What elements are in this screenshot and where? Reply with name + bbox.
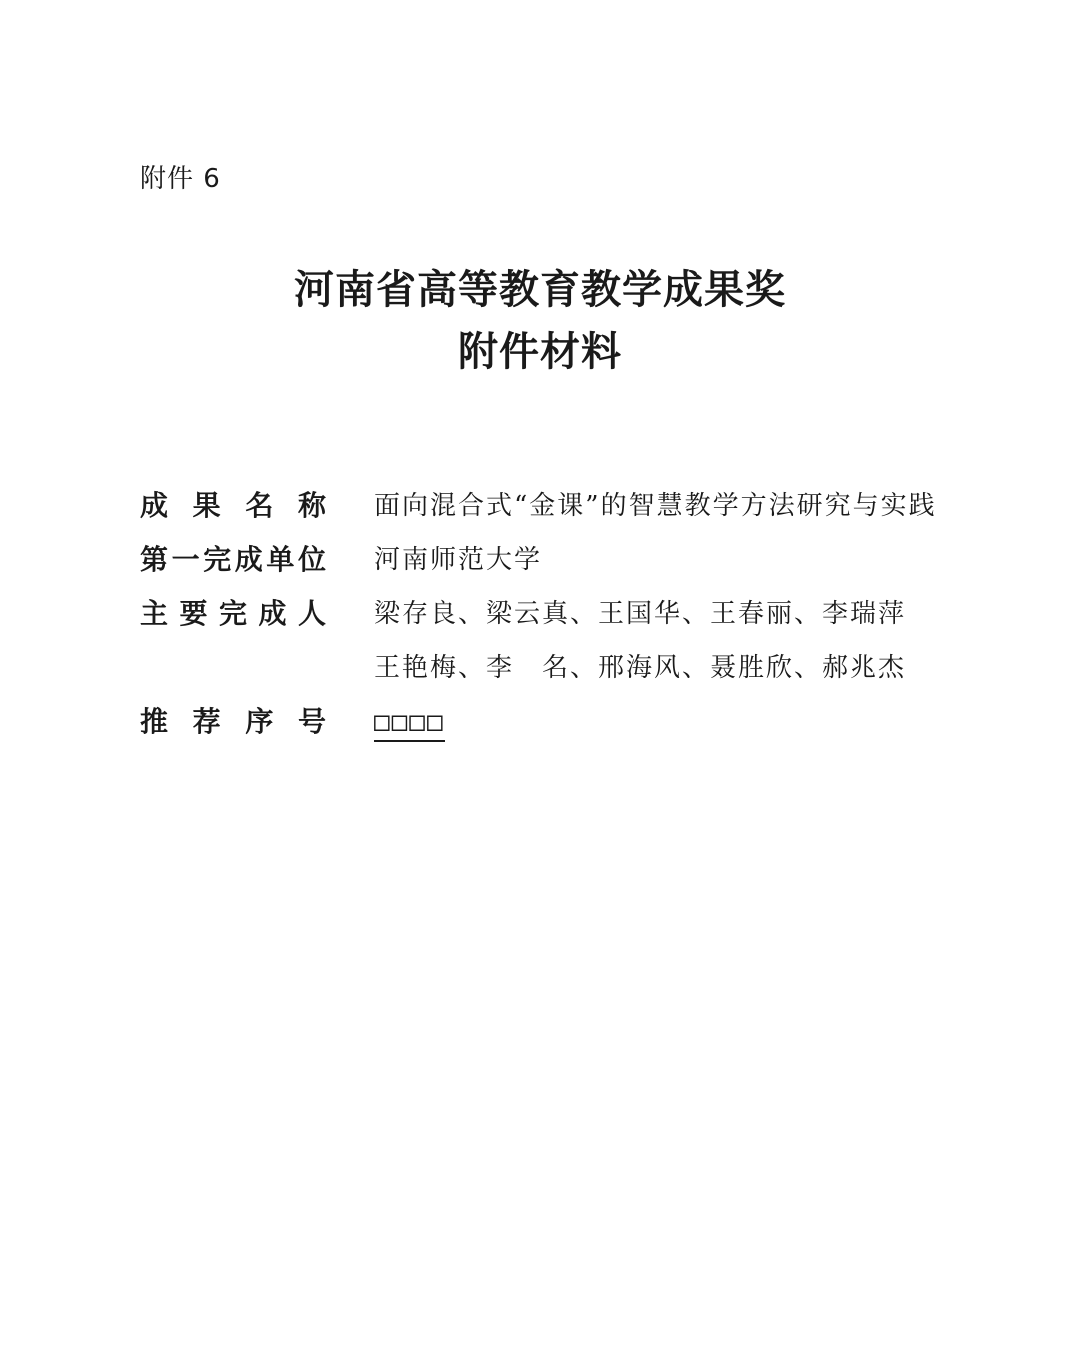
row-first-unit: [140, 542, 940, 578]
recommendation-number-boxes: □□□□: [374, 704, 445, 742]
main-contributors-label: [140, 596, 326, 632]
label-char: 完: [203, 543, 232, 576]
label-char: 成: [258, 597, 287, 630]
row-main-contributors: [140, 596, 940, 686]
label-char: 成: [234, 543, 263, 576]
main-contributors-value: [374, 596, 906, 686]
label-char: 单: [266, 543, 295, 576]
label-char: 要: [179, 597, 208, 630]
label-char: 荐: [192, 705, 221, 738]
label-char: 主: [140, 597, 169, 630]
recommendation-number-value: [374, 704, 445, 742]
label-char: 人: [297, 597, 326, 630]
label-char: 果: [192, 489, 221, 522]
contributors-line-2: 王艳梅、李 名、邢海风、聂胜欣、郝兆杰: [374, 653, 907, 683]
row-achievement-name: [140, 488, 940, 524]
label-char: 推: [140, 705, 169, 738]
document-title: 河南省高等教育教学成果奖: [294, 266, 786, 313]
label-char: 称: [297, 489, 326, 522]
label-char: 完: [218, 597, 247, 630]
recommendation-number-label: [140, 704, 326, 740]
label-char: 位: [297, 543, 326, 576]
label-char: 名: [245, 489, 274, 522]
first-unit-label: [140, 542, 326, 578]
first-unit-value: 河南师范大学: [374, 545, 543, 575]
attachment-label: 附件 6: [140, 164, 221, 194]
achievement-name-value: 面向混合式“金课”的智慧教学方法研究与实践: [374, 491, 937, 521]
row-recommendation-number: [140, 704, 940, 742]
label-char: 第: [140, 543, 169, 576]
contributors-line-1: 梁存良、梁云真、王国华、王春丽、李瑞萍: [374, 599, 907, 629]
label-char: 一: [171, 543, 200, 576]
label-char: 成: [140, 489, 169, 522]
document-subtitle: 附件材料: [458, 328, 622, 375]
achievement-name-label: [140, 488, 326, 524]
label-char: 序: [245, 705, 274, 738]
info-table: [140, 488, 940, 760]
label-char: 号: [297, 705, 326, 738]
